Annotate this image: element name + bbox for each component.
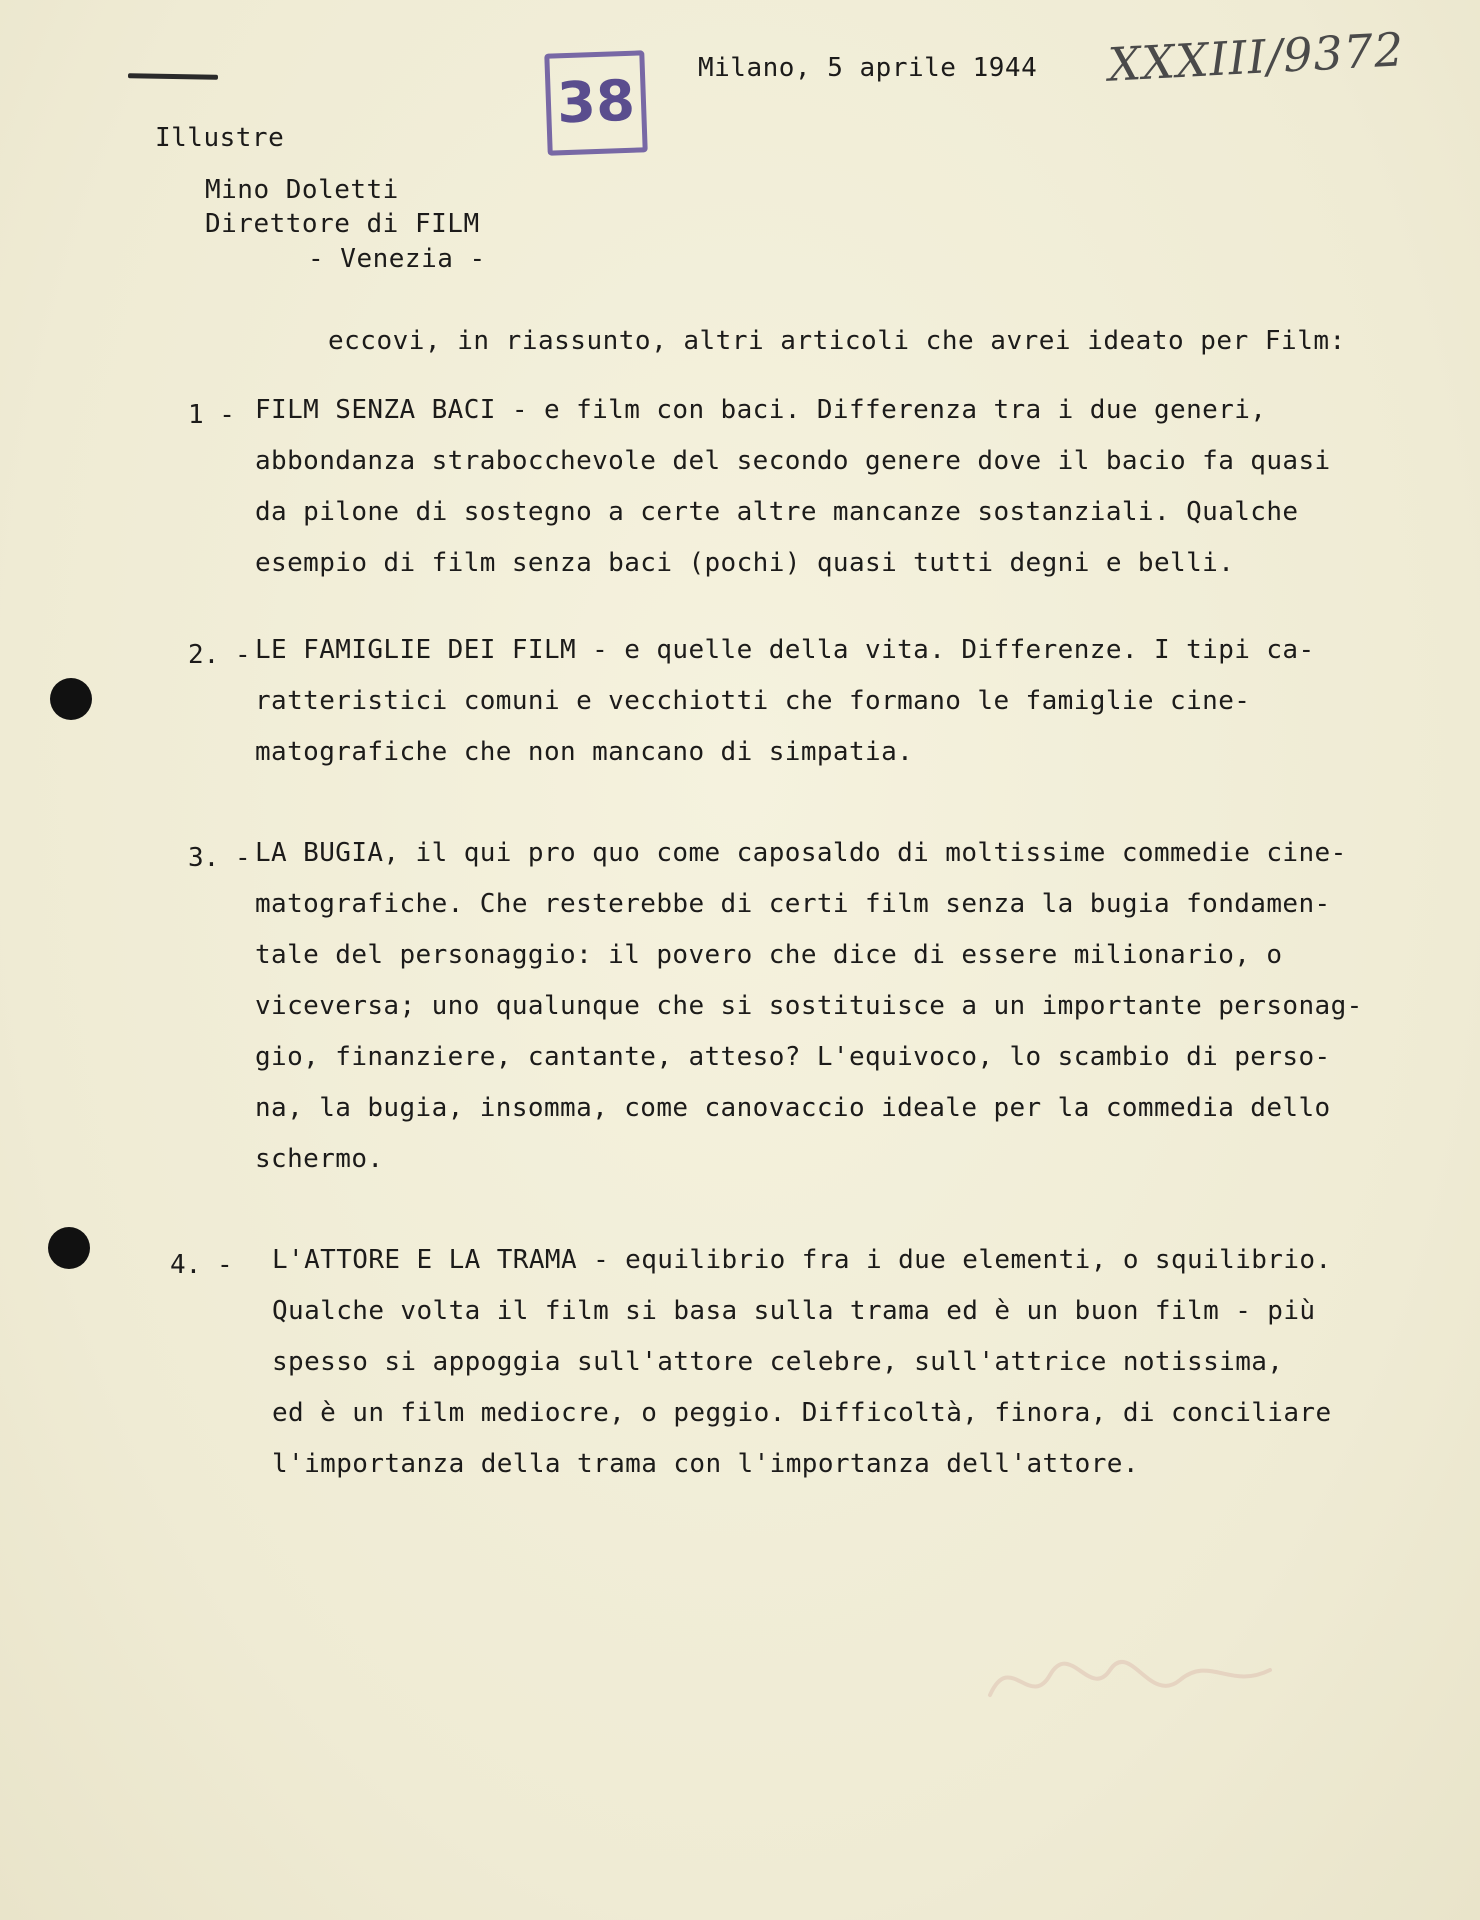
item-line: abbondanza strabocchevole del secondo genere dove il bacio fa quasi (255, 446, 1331, 476)
article-item-3 (255, 828, 1363, 1185)
item-line: matografiche. Che resterebbe di certi film senza la bugia fondamen- (255, 889, 1331, 919)
item-line: L'ATTORE E LA TRAMA - equilibrio fra i due elementi, o squilibrio. (272, 1245, 1332, 1275)
recipient-name: Mino Doletti (205, 175, 399, 205)
item-line: gio, finanziere, cantante, atteso? L'equivoco, lo scambio di perso- (255, 1042, 1331, 1072)
item-line: viceversa; uno qualunque che si sostituisce a un importante personag- (255, 991, 1363, 1021)
item-line: esempio di film senza baci (pochi) quasi tutti degni e belli. (255, 548, 1235, 578)
item-line: da pilone di sostegno a certe altre mancanze sostanziali. Qualche (255, 497, 1299, 527)
item-line: FILM SENZA BACI - e film con baci. Differenza tra i due generi, (255, 395, 1267, 425)
item-line: tale del personaggio: il povero che dice di essere milionario, o (255, 940, 1283, 970)
item-line: LE FAMIGLIE DEI FILM - e quelle della vita. Differenze. I tipi ca- (255, 635, 1315, 665)
item-line: schermo. (255, 1144, 384, 1174)
article-item-1 (255, 385, 1331, 589)
pen-dash-mark (128, 73, 218, 80)
item-number: 4. - (170, 1250, 233, 1280)
intro-line: eccovi, in riassunto, altri articoli che avrei ideato per Film: (328, 326, 1346, 356)
item-line: l'importanza della trama con l'importanza dell'attore. (272, 1449, 1139, 1479)
place-date: Milano, 5 aprile 1944 (698, 53, 1038, 83)
punch-hole (50, 678, 92, 720)
salutation: Illustre (155, 123, 285, 153)
archive-stamp-number: 38 (544, 50, 647, 155)
archive-reference: XXXIII/9372 (1106, 22, 1406, 92)
article-item-2 (255, 625, 1315, 778)
item-line: Qualche volta il film si basa sulla trama ed è un buon film - più (272, 1296, 1316, 1326)
recipient-city: - Venezia - (308, 244, 486, 274)
item-line: ratteristici comuni e vecchiotti che formano le famiglie cine- (255, 686, 1251, 716)
punch-hole (48, 1227, 90, 1269)
recipient-role: Direttore di FILM (205, 209, 480, 239)
faint-signature (980, 1640, 1280, 1720)
item-line: spesso si appoggia sull'attore celebre, sull'attrice notissima, (272, 1347, 1284, 1377)
item-number: 3. - (188, 843, 251, 873)
item-number: 1 - (188, 400, 235, 430)
article-item-4 (272, 1235, 1332, 1490)
item-line: ed è un film mediocre, o peggio. Difficoltà, finora, di conciliare (272, 1398, 1332, 1428)
item-line: na, la bugia, insomma, come canovaccio ideale per la commedia dello (255, 1093, 1331, 1123)
item-line: matografiche che non mancano di simpatia. (255, 737, 914, 767)
item-number: 2. - (188, 640, 251, 670)
item-line: LA BUGIA, il qui pro quo come caposaldo di moltissime commedie cine- (255, 838, 1347, 868)
